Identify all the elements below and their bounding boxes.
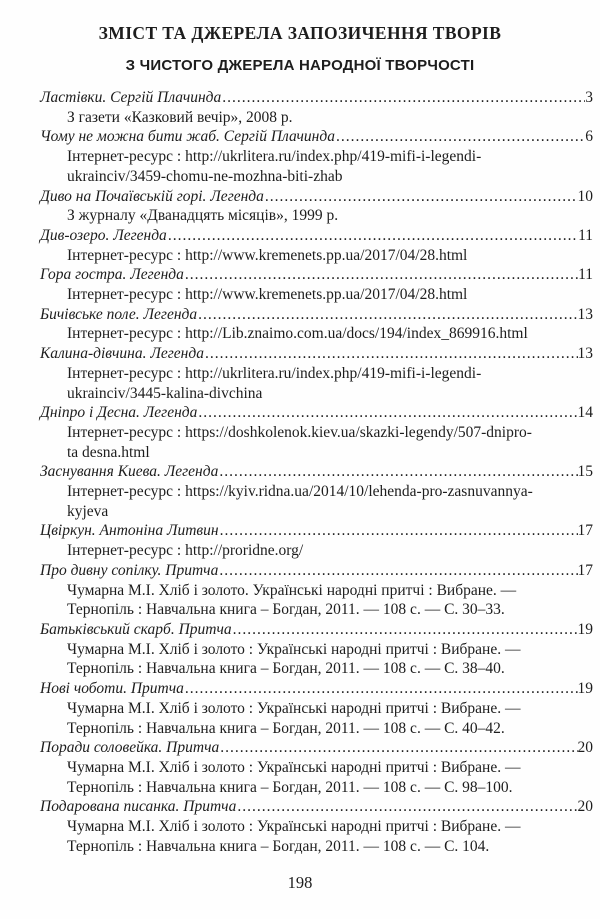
toc-entry-source-line: Тернопіль : Навчальна книга – Богдан, 2011. — 108 с. — С. 40–42. xyxy=(67,719,505,737)
dotted-leader xyxy=(218,561,577,581)
toc-entry-page-number: 3 xyxy=(585,89,593,106)
toc-entry-heading xyxy=(40,679,593,699)
toc-entry-source-line: Тернопіль : Навчальна книга – Богдан, 2011. — 108 с. — С. 38–40. xyxy=(67,660,505,678)
dotted-leader xyxy=(218,462,577,482)
toc-entry-title: Батьківський скарб. Притча xyxy=(40,620,232,638)
toc-entry xyxy=(40,679,593,738)
toc-entry-title: Дніпро і Десна. Легенда xyxy=(40,404,198,422)
toc-entry-page-number: 20 xyxy=(577,798,593,816)
toc-entry-source-line: Інтернет-ресурс : https://doshkolenok.kiev.ua/skazki-legendy/507-dnipro- xyxy=(67,423,532,441)
page-title: ЗМІСТ ТА ДЖЕРЕЛА ЗАПОЗИЧЕННЯ ТВОРІВ xyxy=(98,23,502,43)
dotted-leader xyxy=(197,403,577,423)
dotted-leader xyxy=(219,521,578,541)
toc-entry-title: Заснування Киева. Легенда xyxy=(40,463,219,481)
toc-entry-heading xyxy=(40,187,593,207)
toc-entry-source-line: Інтернет-ресурс : http://ukrlitera.ru/index.php/419-mifi-i-legendi- xyxy=(67,148,482,166)
toc-entry-page-number: 14 xyxy=(577,404,593,422)
toc-entry-page-number: 17 xyxy=(577,561,593,579)
toc-entry xyxy=(40,797,593,856)
dotted-leader xyxy=(219,738,577,758)
toc-entry-source-line: Інтернет-ресурс : http://Lib.znaimo.com.ua/docs/194/index_869916.html xyxy=(67,325,528,343)
toc-entry-source-line: Інтернет-ресурс : http://www.kremenets.pp.ua/2017/04/28.html xyxy=(67,246,468,264)
toc-entry-heading xyxy=(40,521,593,541)
toc-entry-heading xyxy=(40,127,593,147)
toc-entry xyxy=(40,738,593,797)
toc-entry-heading xyxy=(40,797,593,817)
toc-entry xyxy=(40,462,593,521)
toc-entry-title: Нові чоботи. Притча xyxy=(40,680,184,698)
toc-entry xyxy=(40,561,593,620)
dotted-leader xyxy=(184,679,578,699)
toc-entry-source-line: Інтернет-ресурс : http://ukrlitera.ru/index.php/419-mifi-i-legendi- xyxy=(67,364,482,382)
toc-entry-source-line: З журналу «Дванадцять місяців», 1999 р. xyxy=(67,207,339,225)
toc-entry-heading xyxy=(40,265,593,285)
toc-entry-source-line: Тернопіль : Навчальна книга – Богдан, 2011. — 108 с. — С. 98–100. xyxy=(67,778,513,796)
dotted-leader xyxy=(197,305,577,325)
dotted-leader xyxy=(184,265,578,285)
toc-entry-heading xyxy=(40,226,593,246)
toc-entry-source-line: ukrainciv/3459-chomu-ne-mozhna-biti-zhab xyxy=(67,167,343,185)
toc-entry-page-number: 11 xyxy=(578,266,593,284)
dotted-leader xyxy=(335,127,585,147)
toc-entry-title: Бичівське поле. Легенда xyxy=(40,305,198,323)
toc-entry-title: Поради соловейка. Притча xyxy=(40,739,220,757)
toc-entry-page-number: 19 xyxy=(577,680,593,698)
toc-entry-heading xyxy=(40,561,593,581)
toc-entry-source-line: З газети «Казковий вечір», 2008 р. xyxy=(67,108,293,126)
folio-page-number: 198 xyxy=(287,873,313,893)
dotted-leader xyxy=(264,187,578,207)
toc-entry-title: Див-озеро. Легенда xyxy=(40,226,167,244)
toc-entry-title: Чому не можна бити жаб. Сергій Плачинда xyxy=(40,128,335,146)
toc-entry-page-number: 20 xyxy=(577,739,593,757)
toc-entry-title: Цвіркун. Антоніна Литвин xyxy=(40,522,219,540)
toc-entry-title: Про дивну сопілку. Притча xyxy=(40,561,219,579)
toc-entry-source-line: Чумарна М.І. Хліб і золото : Українські народні притчі : Вибране. — xyxy=(67,640,521,658)
toc-entry-heading xyxy=(40,620,593,640)
toc-entry xyxy=(40,344,593,403)
toc-entry-title: Ластівки. Сергій Плачинда xyxy=(40,89,222,106)
toc-entry-title: Диво на Почаївській горі. Легенда xyxy=(40,187,264,205)
dotted-leader xyxy=(232,620,578,640)
toc-entry-heading xyxy=(40,462,593,482)
toc-entry-source-line: Чумарна М.І. Хліб і золото : Українські народні притчі : Вибране. — xyxy=(67,699,521,717)
dotted-leader xyxy=(236,797,577,817)
toc-entry xyxy=(40,226,593,265)
toc-entry-title: Калина-дівчина. Легенда xyxy=(40,345,204,363)
toc-entry-source-line: Інтернет-ресурс : http://www.kremenets.pp.ua/2017/04/28.html xyxy=(67,286,468,304)
toc-entry-source-line: Інтернет-ресурс : http://proridne.org/ xyxy=(67,542,304,560)
toc-entry-page-number: 10 xyxy=(577,187,593,205)
toc-entry xyxy=(40,265,593,304)
toc-entry xyxy=(40,620,593,679)
toc-entry-page-number: 19 xyxy=(577,620,593,638)
toc-entry xyxy=(40,521,593,560)
toc-entry-page-number: 13 xyxy=(577,305,593,323)
section-subtitle: З ЧИСТОГО ДЖЕРЕЛА НАРОДНОЇ ТВОРЧОСТІ xyxy=(125,57,475,74)
dotted-leader xyxy=(167,226,578,246)
toc-entry-page-number: 6 xyxy=(585,128,593,146)
dotted-leader xyxy=(221,88,585,108)
toc-entry-source-line: Чумарна М.І. Хліб і золото : Українські народні притчі : Вибране. — xyxy=(67,758,521,776)
dotted-leader xyxy=(204,344,578,364)
toc-entry-source-line: Чумарна М.І. Хліб і золото. Українські народні притчі : Вибране. — xyxy=(67,581,517,599)
toc-entry xyxy=(40,403,593,462)
toc-entry-heading xyxy=(40,88,593,108)
toc-entry-source-line: kyjeva xyxy=(67,502,109,520)
toc-entry-title: Подарована писанка. Притча xyxy=(40,798,237,816)
toc-entry-source-line: Тернопіль : Навчальна книга – Богдан, 2011. — 108 с. — С. 104. xyxy=(67,837,490,855)
toc-entry xyxy=(40,88,593,127)
toc-entry-heading xyxy=(40,344,593,364)
toc-entry-page-number: 17 xyxy=(577,522,593,540)
toc-entry xyxy=(40,127,593,186)
toc-entry-source-line: Чумарна М.І. Хліб і золото : Українські народні притчі : Вибране. — xyxy=(67,818,521,836)
toc-entry-heading xyxy=(40,305,593,325)
toc-list xyxy=(40,88,593,856)
toc-entry-title: Гора гостра. Легенда xyxy=(40,266,184,284)
toc-entry-source-line: Інтернет-ресурс : https://kyiv.ridna.ua/2014/10/lehenda-pro-zasnuvannya- xyxy=(67,483,533,501)
toc-entry xyxy=(40,305,593,344)
toc-entry-heading xyxy=(40,403,593,423)
toc-entry-page-number: 11 xyxy=(578,226,593,244)
toc-entry xyxy=(40,187,593,226)
toc-entry-page-number: 13 xyxy=(577,345,593,363)
toc-entry-page-number: 15 xyxy=(577,463,593,481)
toc-entry-source-line: ta desna.html xyxy=(67,443,150,461)
toc-entry-heading xyxy=(40,738,593,758)
toc-entry-source-line: Тернопіль : Навчальна книга – Богдан, 2011. — 108 с. — С. 30–33. xyxy=(67,601,505,619)
toc-entry-source-line: ukrainciv/3445-kalina-divchina xyxy=(67,384,263,402)
